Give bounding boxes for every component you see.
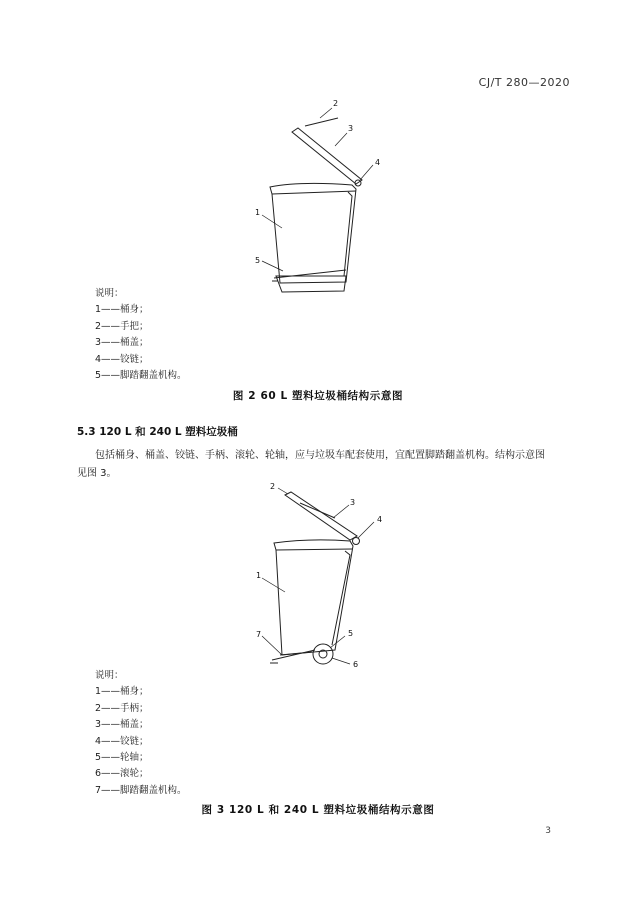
legend-item: 2——手把； <box>95 320 149 332</box>
legend-item: 3——桶盖； <box>95 719 149 731</box>
legend-title: 说明： <box>95 288 124 299</box>
fig2-pedal <box>274 270 346 278</box>
fig3-lid <box>285 492 357 540</box>
figure-2-legend <box>95 286 187 384</box>
legend-item: 5——脚踏翻盖机构。 <box>95 370 187 382</box>
figure-2-drawing <box>262 108 373 292</box>
figure-3-caption: 图 3 120 L 和 240 L 塑料垃圾桶结构示意图 <box>201 804 435 816</box>
fig3-callout-4: 4 <box>377 515 383 524</box>
legend-item: 5——轮轴； <box>95 752 149 764</box>
fig2-callout-1: 1 <box>255 208 261 217</box>
paragraph-line: 见图 3。 <box>77 468 117 479</box>
fig3-callout-1: 1 <box>256 571 262 580</box>
paragraph-line: 包括桶身、桶盖、铰链、手柄、滚轮、轮轴，应与垃圾车配套使用，宜配置脚踏翻盖机构。结构示意图 <box>95 450 545 461</box>
fig3-hinge <box>353 538 360 545</box>
fig2-callout-5: 5 <box>255 256 261 265</box>
fig3-wheel <box>313 644 333 664</box>
legend-item: 1——桶身； <box>95 686 149 698</box>
fig3-callout-3: 3 <box>350 498 356 507</box>
legend-item: 6——滚轮； <box>95 768 149 780</box>
fig2-body <box>270 183 356 283</box>
fig3-callout-5: 5 <box>348 629 354 638</box>
fig2-callout-3: 3 <box>348 124 354 133</box>
fig2-lid <box>292 128 362 184</box>
fig3-callout-6: 6 <box>353 660 359 669</box>
legend-item: 1——桶身； <box>95 304 149 316</box>
figure-2-caption: 图 2 60 L 塑料垃圾桶结构示意图 <box>232 390 404 402</box>
fig3-callout-7: 7 <box>256 630 262 639</box>
legend-item: 2——手柄； <box>95 702 149 714</box>
legend-item: 4——铰链； <box>95 735 149 747</box>
fig3-callout-2: 2 <box>270 482 276 491</box>
section-paragraph <box>77 447 567 483</box>
section-heading: 5.3 120 L 和 240 L 塑料垃圾桶 <box>77 426 238 438</box>
fig2-callout-4: 4 <box>375 158 381 167</box>
legend-item: 7——脚踏翻盖机构。 <box>95 784 187 796</box>
standard-number: CJ/T 280—2020 <box>478 76 570 89</box>
figure-3-legend <box>95 668 187 799</box>
legend-title: 说明： <box>95 670 124 681</box>
figure-3-drawing <box>262 488 374 664</box>
fig2-callout-2: 2 <box>333 99 339 108</box>
legend-item: 3——桶盖； <box>95 337 149 349</box>
page-number: 3 <box>545 826 551 836</box>
legend-item: 4——铰链； <box>95 353 149 365</box>
